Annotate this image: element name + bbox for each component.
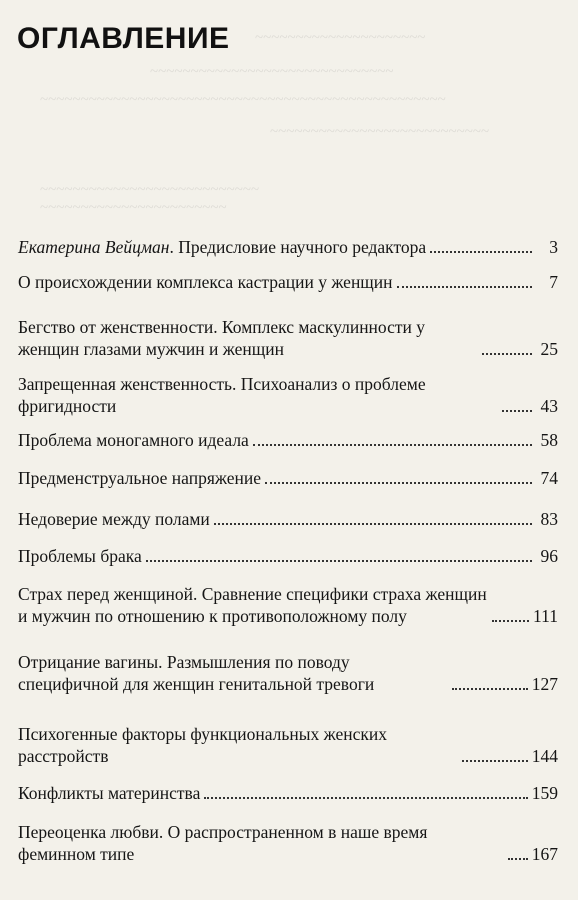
entry-author: Екатерина Вейцман [18, 237, 170, 257]
entry-title: Переоценка любви. О распространенном в наше время феминном типе [18, 822, 428, 864]
page-number: 96 [540, 546, 558, 566]
page-number: 159 [531, 783, 558, 803]
leader-dots [482, 353, 532, 355]
entry-title: Запрещенная женственность. Психоанализ о проблеме фригидности [18, 374, 426, 416]
toc-entry-preface[interactable] [18, 236, 558, 258]
toc-entry[interactable] [18, 316, 558, 360]
leader-dots [265, 482, 532, 484]
toc-entry[interactable] [18, 429, 558, 451]
page-number: 127 [531, 674, 558, 694]
entry-title: Конфликты материнства [18, 783, 201, 803]
entry-title: Страх перед женщиной. Сравнение специфики страха женщин и мужчин по отношению к противоположному полу [18, 584, 487, 626]
leader-dots [462, 760, 528, 762]
page-number: 111 [533, 606, 558, 626]
page-number: 43 [540, 396, 558, 416]
leader-dots [146, 560, 532, 562]
toc-entry[interactable] [18, 373, 558, 417]
page-number: 83 [540, 509, 558, 529]
entry-title: Проблема моногамного идеала [18, 430, 249, 450]
entry-title: Бегство от женственности. Комплекс маскулинности у женщин глазами мужчин и женщин [18, 317, 426, 359]
entry-title: Екатерина Вейцман. Предисловие научного редактора [18, 237, 427, 257]
toc-entry[interactable] [18, 782, 558, 804]
page-number: 167 [531, 844, 558, 864]
leader-dots [508, 858, 528, 860]
toc-entry[interactable] [18, 583, 558, 627]
page-number: 74 [540, 468, 558, 488]
leader-dots [430, 251, 532, 253]
toc-entry[interactable] [18, 651, 558, 695]
leader-dots [214, 523, 532, 525]
page-number: 7 [549, 272, 558, 292]
toc-entry[interactable] [18, 467, 558, 489]
entry-title: Предменструальное напряжение [18, 468, 262, 488]
leader-dots [204, 797, 527, 799]
page-number: 58 [540, 430, 558, 450]
page-number: 3 [549, 237, 558, 257]
entry-title: Отрицание вагины. Размышления по поводу специфичной для женщин генитальной тревоги [18, 652, 375, 694]
leader-dots [492, 620, 529, 622]
page-number: 144 [531, 746, 558, 766]
entry-title: Недоверие между полами [18, 509, 210, 529]
entry-title: О происхождении комплекса кастрации у женщин [18, 272, 393, 292]
page-number: 25 [540, 339, 558, 359]
entry-title: Проблемы брака [18, 546, 142, 566]
leader-dots [452, 688, 528, 690]
leader-dots [253, 444, 532, 446]
toc-entry[interactable] [18, 821, 558, 865]
toc-heading: ОГЛАВЛЕНИЕ [17, 22, 230, 55]
toc-entry[interactable] [18, 723, 558, 767]
bleed-through-background: ~~~~~~~~~~~~~~~~~~~~~ ~~~~~~~~~~~~~~~~~~~~~~~~~~~~~~ ~~~~~~~~~~~~~~~~~~~~~~~~~~~~~~~~~~~~~~~~~~~~~~~~~~ ~~~~~~~~~~~~~~~~~~~~~~~~~~~ ~~~~~~~~~~~~~~~~~~~~~~~~~~~ ~~~~~~~~~~~~~~~~~~~~~~~ [40, 30, 490, 216]
leader-dots [397, 286, 532, 288]
entry-title: Психогенные факторы функциональных женских расстройств [18, 724, 388, 766]
toc-entry[interactable] [18, 508, 558, 530]
toc-entry[interactable] [18, 271, 558, 293]
leader-dots [502, 410, 532, 412]
toc-entry[interactable] [18, 545, 558, 567]
